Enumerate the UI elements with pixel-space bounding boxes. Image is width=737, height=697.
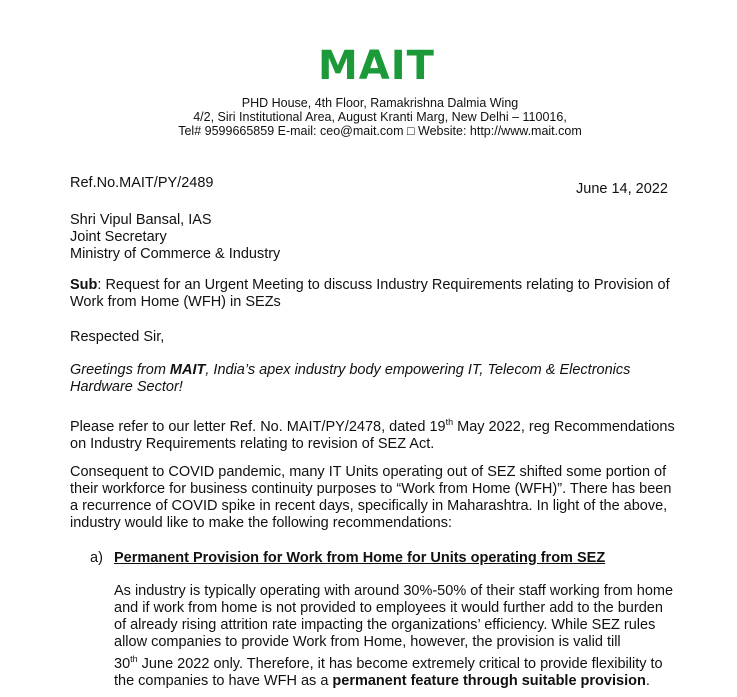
section-a-line-1: As industry is typically operating with around 30%-50% of their staff working from home — [114, 583, 674, 599]
mait-logo: MAIT — [318, 43, 435, 89]
para2-line-3: a recurrence of COVID spike in recent days, specifically in Maharashtra. In light of the above, — [70, 498, 668, 514]
paragraph-reference — [70, 414, 675, 453]
letter-date: June 14, 2022 — [576, 181, 668, 197]
paragraph-covid — [70, 464, 672, 532]
section-a-line-5-sup: th — [130, 654, 138, 664]
letterhead-address-line-2: 4/2, Siri Institutional Area, August Kranti Marg, New Delhi – 110016, — [193, 110, 567, 124]
section-a-marker: a) — [90, 550, 103, 566]
section-a-line-6-post: . — [645, 672, 650, 689]
section-a-line-5-pre: 30 — [114, 655, 131, 672]
greeting-post: , India’s apex industry body empowering IT, Telecom & Electronics — [205, 362, 631, 378]
recipient-title: Joint Secretary — [70, 229, 167, 245]
subject-line-1: : Request for an Urgent Meeting to discuss Industry Requirements relating to Provision of — [97, 277, 670, 293]
para2-line-4: industry would like to make the following recommendations: — [70, 515, 453, 531]
salutation: Respected Sir, — [70, 329, 165, 345]
recipient-organization: Ministry of Commerce & Industry — [70, 246, 281, 262]
greeting — [70, 362, 672, 396]
para1-sup: th — [445, 417, 454, 427]
greeting-org: MAIT — [169, 362, 206, 378]
para1-line-2: on Industry Requirements relating to revision of SEZ Act. — [70, 435, 435, 452]
subject-label: Sub — [70, 277, 98, 293]
section-a-line-3: of already rising attrition rate impacting the organizations’ efficiency. While SEZ rules — [114, 617, 656, 633]
subject — [70, 277, 672, 311]
para2-line-2: their workforce for business continuity purposes to “Work from Home (WFH)”. There has been — [70, 481, 672, 497]
section-a-line-6-pre: the companies to have WFH as a — [114, 672, 333, 689]
section-a-heading: Permanent Provision for Work from Home for Units operating from SEZ — [114, 550, 606, 566]
section-a-line-4: allow companies to provide Work from Home, however, the provision is valid till — [114, 634, 621, 650]
section-a-line-6-bold: permanent feature through suitable provision — [332, 672, 646, 689]
subject-line-2: Work from Home (WFH) in SEZs — [70, 294, 281, 310]
para2-line-1: Consequent to COVID pandemic, many IT Units operating out of SEZ shifted some portion of — [70, 464, 667, 480]
reference-number: Ref.No.MAIT/PY/2489 — [70, 175, 214, 191]
para1-post: May 2022, reg Recommendations — [453, 418, 675, 435]
letterhead-contact-line: Tel# 9599665859 E-mail: ceo@mait.com □ Website: http://www.mait.com — [178, 124, 582, 138]
letterhead-address-line-1: PHD House, 4th Floor, Ramakrishna Dalmia Wing — [241, 96, 519, 110]
recipient-name: Shri Vipul Bansal, IAS — [70, 212, 212, 228]
section-a-body — [114, 583, 674, 690]
greeting-line-2: Hardware Sector! — [70, 379, 183, 395]
para1-pre: Please refer to our letter Ref. No. MAIT/PY/2478, dated 19 — [70, 418, 446, 435]
greeting-pre: Greetings from — [70, 362, 170, 378]
section-a-line-2: and if work from home is not provided to employees it would further add to the burden — [114, 600, 663, 616]
section-a-line-5-post: June 2022 only. Therefore, it has become extremely critical to provide flexibility to — [137, 655, 663, 672]
